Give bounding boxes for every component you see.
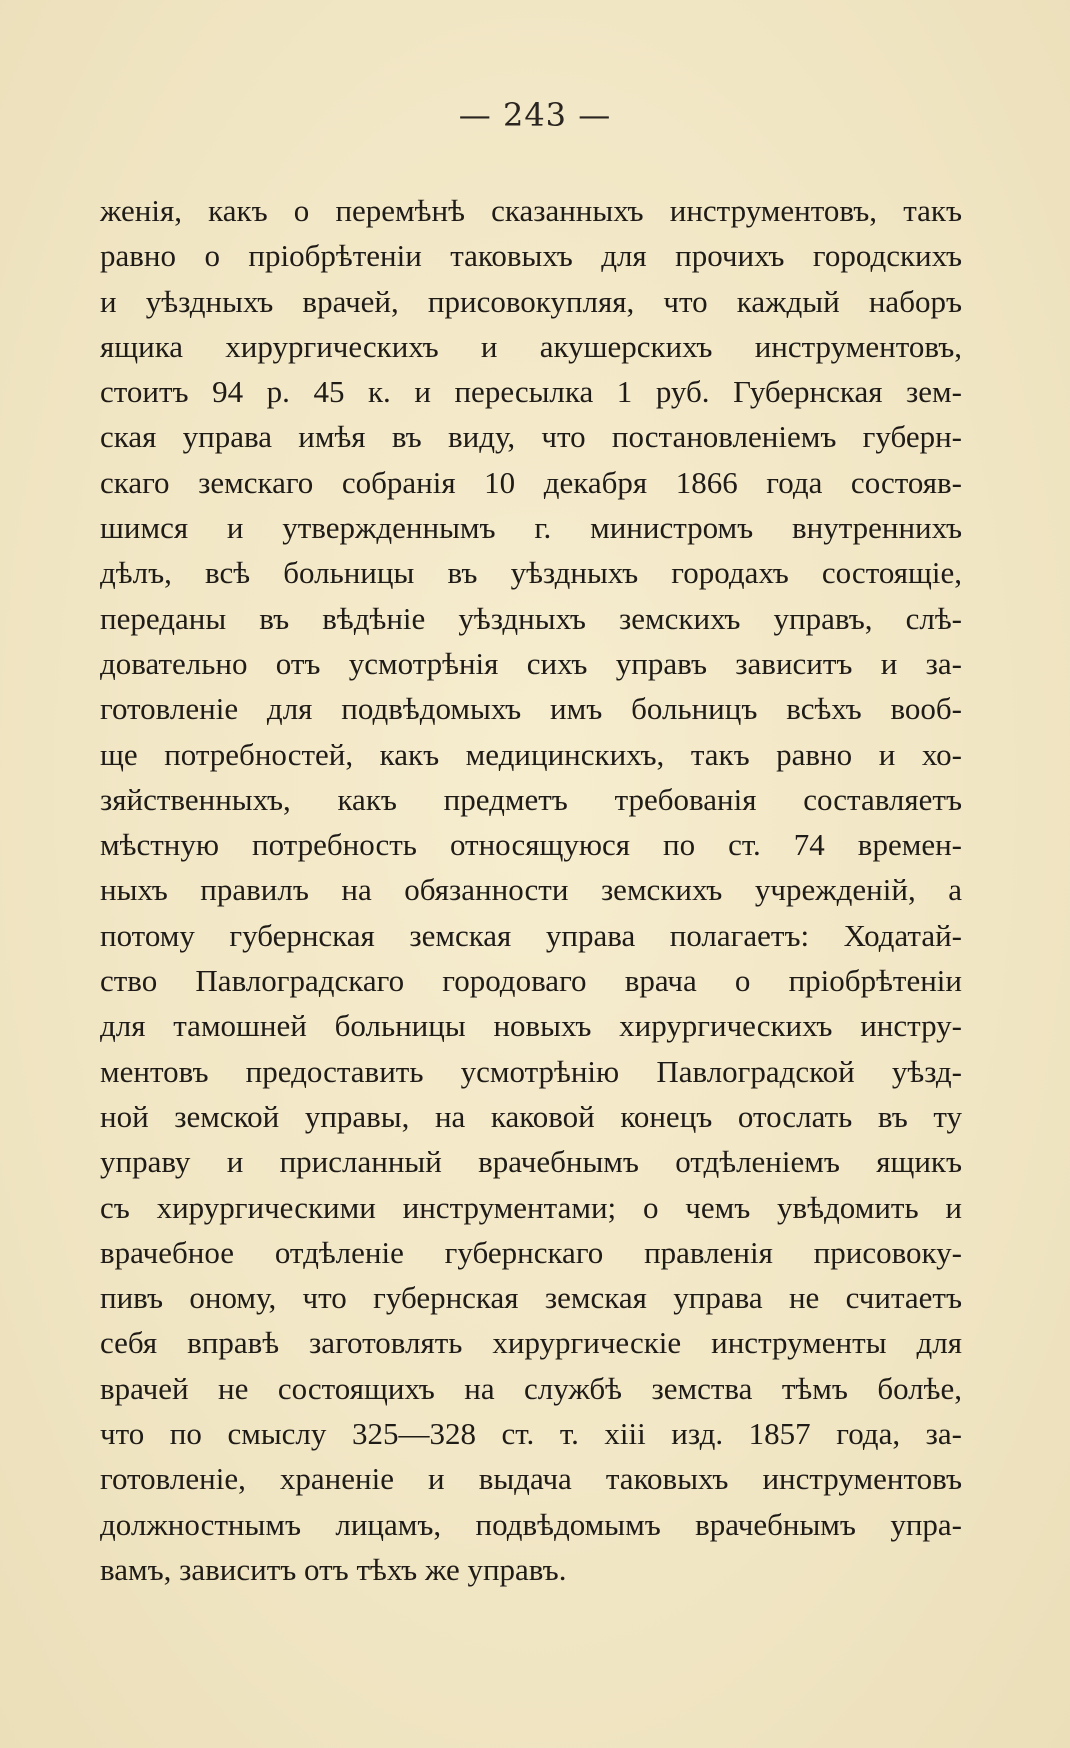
text-line: для тамошней больницы новыхъ хирургическихъ инстру- bbox=[100, 1008, 962, 1044]
text-line: переданы въ вѣдѣніе уѣздныхъ земскихъ управъ, слѣ- bbox=[100, 600, 962, 636]
text-line: пивъ оному, что губернская земская управа не считаетъ bbox=[100, 1280, 962, 1316]
text-line: мѣстную потребность относящуюся по ст. 74 времен- bbox=[100, 827, 962, 863]
text-line: съ хирургическими инструментами; о чемъ увѣдомить и bbox=[100, 1189, 962, 1225]
text-line: готовленіе для подвѣдомыхъ имъ больницъ всѣхъ вооб- bbox=[100, 691, 962, 727]
text-line: ныхъ правилъ на обязанности земскихъ учрежденій, а bbox=[100, 872, 962, 908]
text-line: женія, какъ о перемѣнѣ сказанныхъ инструментовъ, такъ bbox=[100, 193, 962, 228]
text-line: зяйственныхъ, какъ предметъ требованія составляетъ bbox=[100, 781, 962, 817]
text-line: довательно отъ усмотрѣнія сихъ управъ зависитъ и за- bbox=[100, 645, 962, 681]
text-line: должностнымъ лицамъ, подвѣдомымъ врачебнымъ упра- bbox=[100, 1506, 962, 1542]
text-line: ская управа имѣя въ виду, что постановленіемъ губерн- bbox=[100, 419, 962, 455]
text-line: ство Павлоградскаго городоваго врача о пріобрѣтеніи bbox=[100, 963, 962, 999]
text-line: и уѣздныхъ врачей, присовокупляя, что каждый наборъ bbox=[100, 283, 962, 319]
text-line: ной земской управы, на каковой конецъ отослать въ ту bbox=[100, 1098, 962, 1134]
text-line: себя вправѣ заготовлять хирургическіе инструменты для bbox=[100, 1325, 962, 1361]
text-line: врачебное отдѣленіе губернскаго правленія присовоку- bbox=[100, 1234, 962, 1270]
text-line: врачей не состоящихъ на службѣ земства тѣмъ болѣе, bbox=[100, 1370, 962, 1406]
text-line: вамъ, зависитъ отъ тѣхъ же управъ. bbox=[100, 1551, 567, 1587]
text-line: управу и присланный врачебнымъ отдѣленіемъ ящикъ bbox=[100, 1144, 962, 1180]
text-line: ментовъ предоставить усмотрѣнію Павлоградской уѣзд- bbox=[100, 1053, 962, 1089]
page-number: — 243 — bbox=[458, 96, 612, 134]
text-line: шимся и утвержденнымъ г. министромъ внутреннихъ bbox=[100, 510, 962, 546]
text-line: ящика хирургическихъ и акушерскихъ инструментовъ, bbox=[100, 328, 962, 364]
text-line: скаго земскаго собранія 10 декабря 1866 года состояв- bbox=[100, 464, 962, 500]
body-text bbox=[100, 188, 962, 1592]
text-line: потому губернская земская управа полагаетъ: Ходатай- bbox=[100, 917, 962, 953]
text-line: равно о пріобрѣтеніи таковыхъ для прочихъ городскихъ bbox=[100, 238, 962, 274]
text-line: дѣлъ, всѣ больницы въ уѣздныхъ городахъ состоящіе, bbox=[100, 555, 962, 591]
text-line: готовленіе, храненіе и выдача таковыхъ инструментовъ bbox=[100, 1461, 962, 1497]
text-line: стоитъ 94 р. 45 к. и пересылка 1 руб. Губернская зем- bbox=[100, 374, 962, 410]
text-line: ще потребностей, какъ медицинскихъ, такъ равно и хо- bbox=[100, 736, 962, 772]
text-line: что по смыслу 325—328 ст. т. xiii изд. 1857 года, за- bbox=[100, 1416, 962, 1452]
